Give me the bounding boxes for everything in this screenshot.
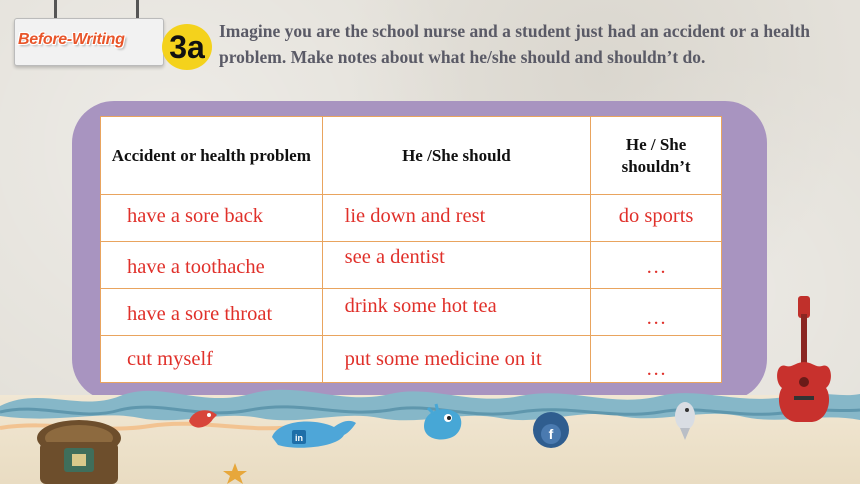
table-header-row (101, 117, 722, 195)
cell-problem: have a sore back (101, 195, 323, 242)
cell-problem: have a toothache (101, 242, 323, 289)
cell-should: put some medicine on it (322, 336, 591, 383)
cell-shouldnt: do sports (591, 195, 722, 242)
header-shouldnt: He / She shouldn’t (591, 117, 722, 195)
section-number-badge: 3a (162, 24, 212, 70)
cell-shouldnt: … (591, 289, 722, 336)
header-should: He /She should (322, 117, 591, 195)
table-row (101, 242, 722, 289)
cell-should: lie down and rest (322, 195, 591, 242)
cell-problem: cut myself (101, 336, 323, 383)
svg-text:f: f (548, 426, 554, 442)
cell-should: see a dentist (322, 242, 591, 289)
twitter-bird-icon (418, 400, 466, 444)
linkedin-whale-icon (268, 413, 358, 453)
section-label: Before-Writing (18, 31, 125, 48)
instruction-text: Imagine you are the school nurse and a student just had an accident or a health problem. Make notes about what he/she should and shouldn’t do. (219, 21, 811, 67)
starfish-icon (222, 462, 248, 484)
treasure-chest-icon (34, 418, 124, 484)
table-row (101, 289, 722, 336)
cell-shouldnt: … (591, 242, 722, 289)
cell-problem: have a sore throat (101, 289, 323, 336)
table-row (101, 195, 722, 242)
facebook-bird-icon (530, 406, 572, 450)
cell-shouldnt: … (591, 336, 722, 383)
bird-icon (185, 403, 221, 435)
fish-icon (670, 398, 700, 442)
guitar-icon (772, 296, 836, 426)
header-problem: Accident or health problem (101, 117, 323, 195)
svg-text:in: in (295, 433, 303, 443)
cell-should: drink some hot tea (322, 289, 591, 336)
notes-table (100, 116, 722, 383)
